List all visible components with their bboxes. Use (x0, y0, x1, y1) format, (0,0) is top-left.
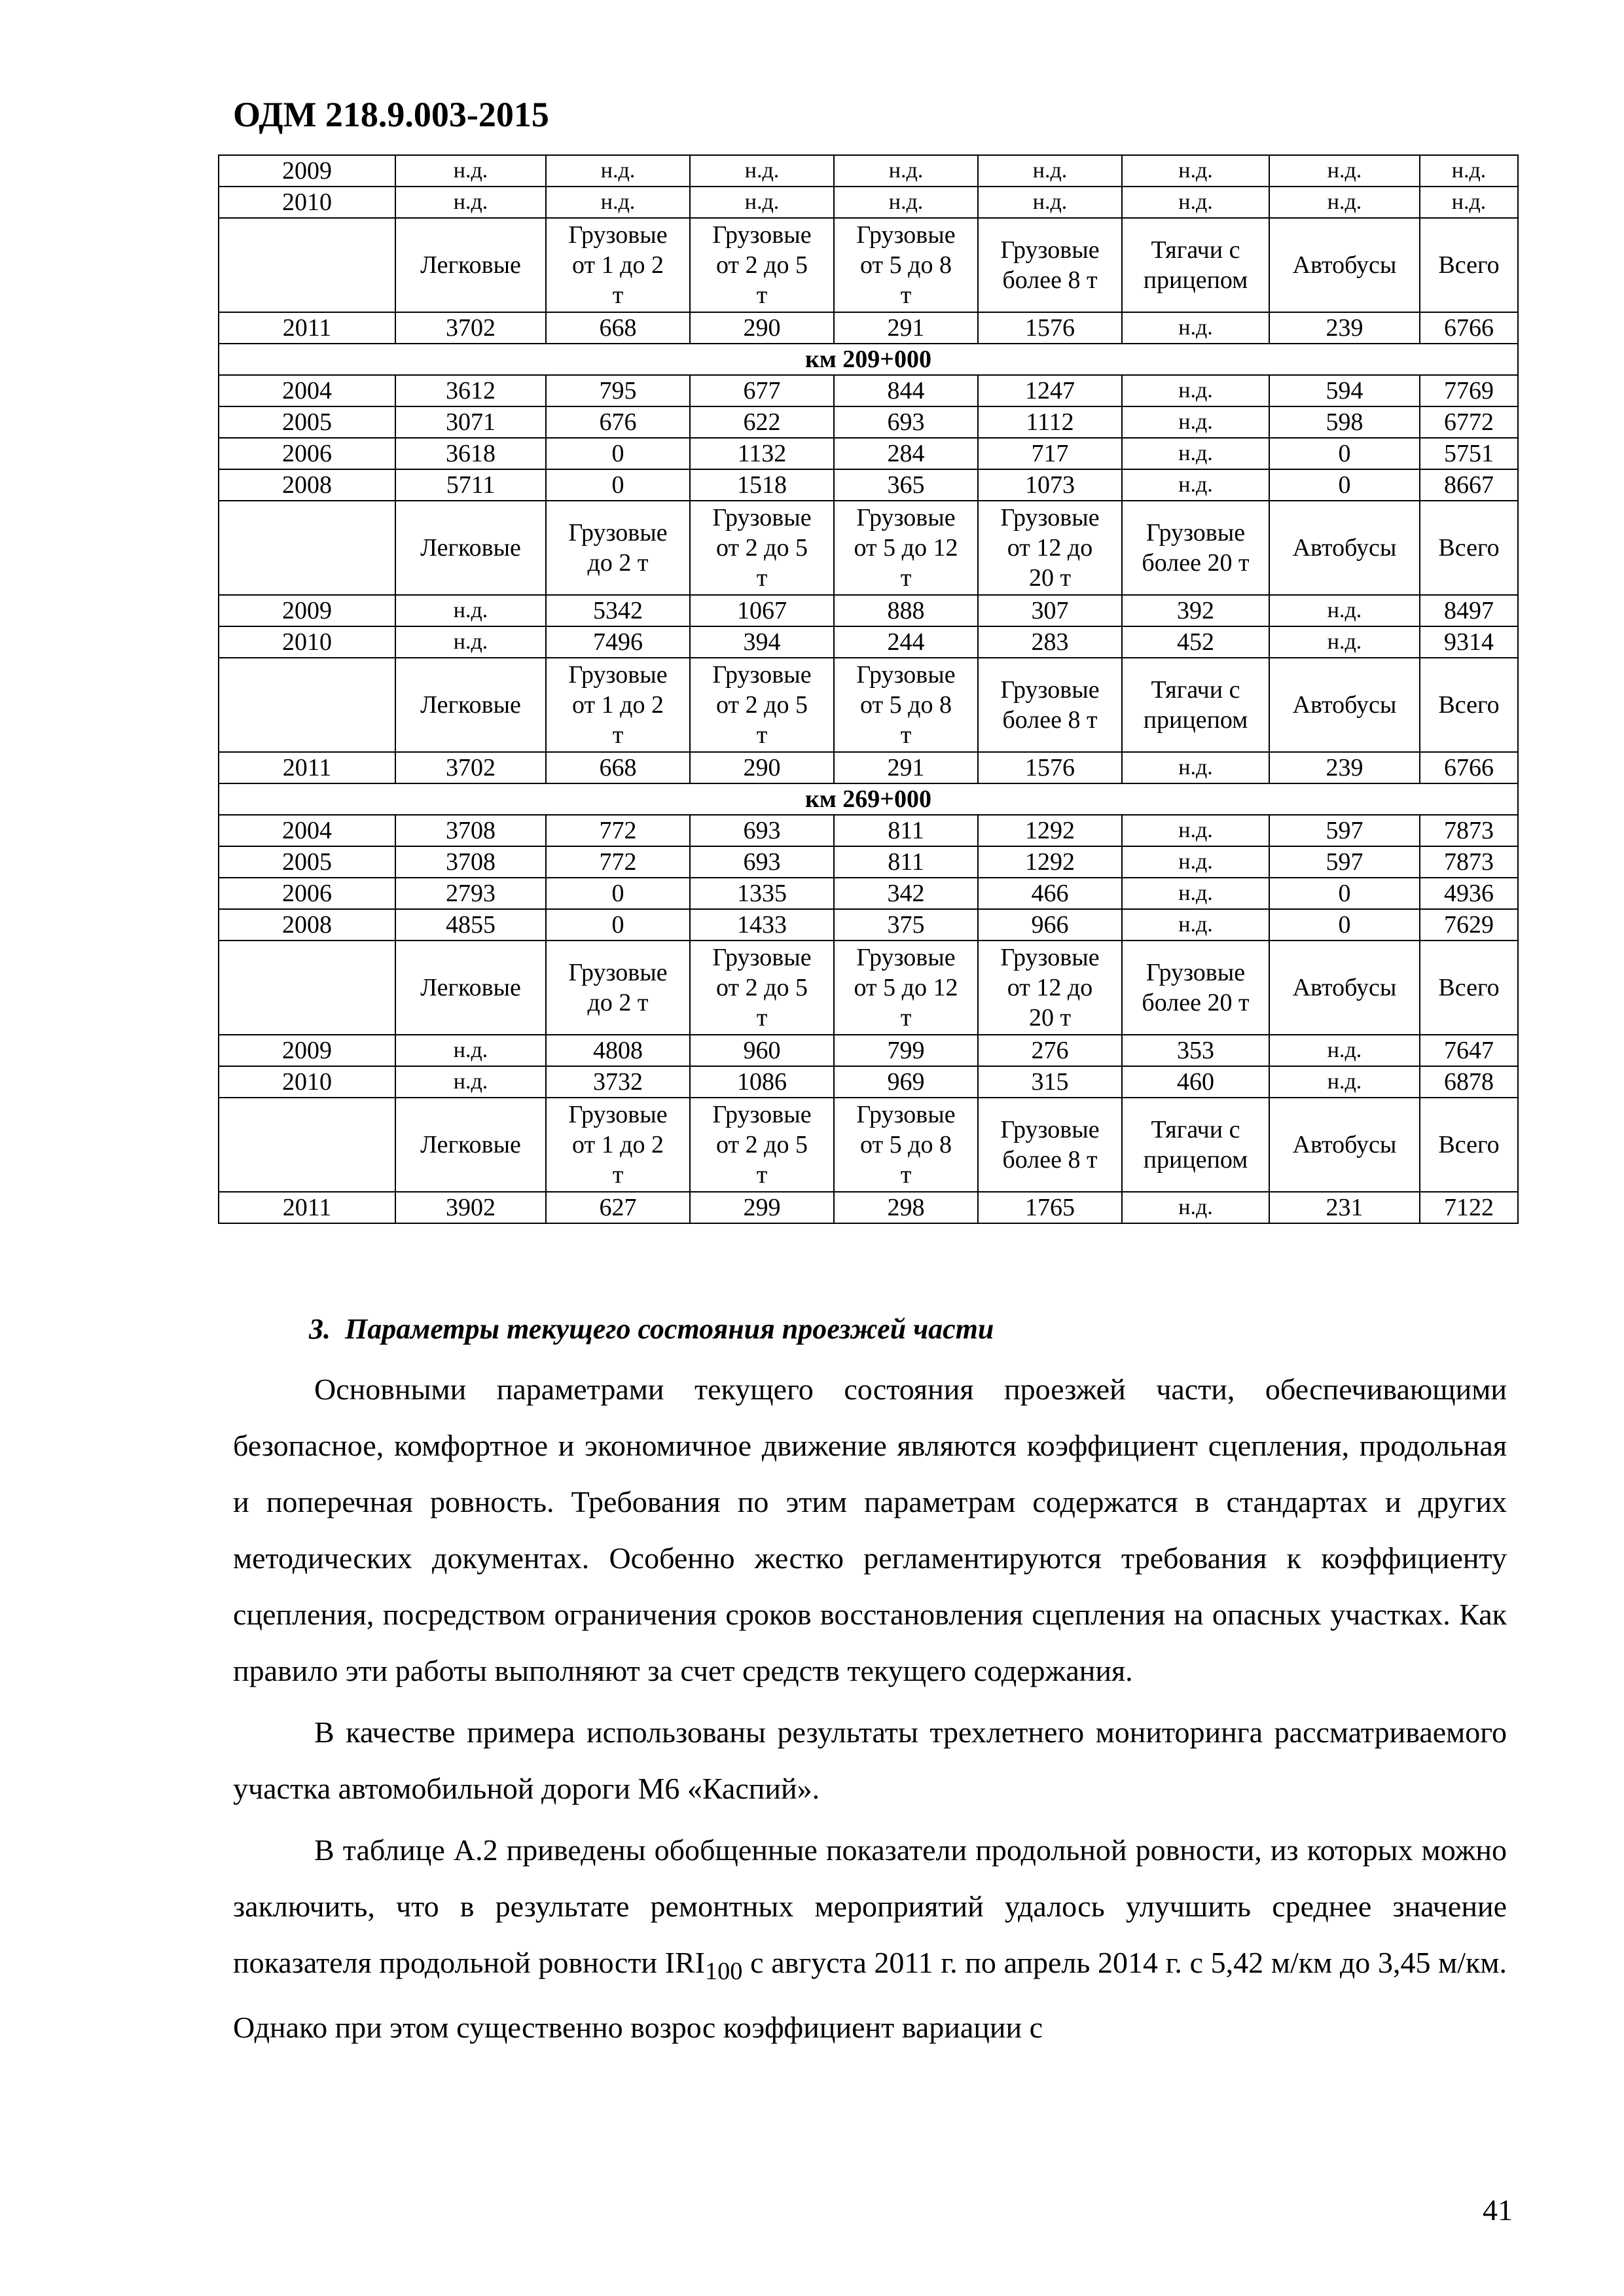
table-cell: 7122 (1420, 1192, 1518, 1223)
category-header-cell: Грузовые более 20 т (1122, 941, 1269, 1035)
category-header-cell: Грузовые от 1 до 2 т (546, 1098, 690, 1192)
table-cell: н.д. (1122, 878, 1269, 909)
table-row (219, 155, 1518, 187)
table-cell: 6766 (1420, 752, 1518, 783)
year-cell: 2004 (219, 815, 395, 846)
table-cell: н.д. (395, 595, 546, 626)
year-cell (219, 218, 395, 312)
table-cell: н.д. (546, 155, 690, 187)
category-header-cell: Грузовые от 5 до 8 т (834, 658, 978, 752)
table-cell: н.д. (1122, 375, 1269, 406)
table-cell: 307 (978, 595, 1122, 626)
category-header-cell: Грузовые от 2 до 5 т (690, 218, 834, 312)
table-cell: 1518 (690, 469, 834, 501)
table-cell: н.д. (1122, 909, 1269, 941)
table-cell: н.д. (978, 187, 1122, 218)
table-cell: н.д. (1122, 438, 1269, 469)
table-cell: 627 (546, 1192, 690, 1223)
category-header-row (219, 1098, 1518, 1192)
traffic-table-body (219, 155, 1518, 1223)
category-header-cell: Тягачи с прицепом (1122, 658, 1269, 752)
table-cell: н.д. (978, 155, 1122, 187)
paragraph-text: В таблице А.2 приведены обобщенные показатели продольной ровности, из которых можно заключить, что в результате ремонтных мероприятий удалось улучшить среднее значение показателя продольной ровности IRI (233, 1833, 1507, 1979)
table-cell: 0 (546, 438, 690, 469)
table-cell: 677 (690, 375, 834, 406)
table-cell: 7629 (1420, 909, 1518, 941)
table-cell: н.д. (1269, 626, 1420, 658)
year-cell: 2011 (219, 312, 395, 344)
table-cell: 7769 (1420, 375, 1518, 406)
table-cell: н.д. (1269, 1035, 1420, 1066)
table-cell: н.д. (690, 187, 834, 218)
category-header-cell: Автобусы (1269, 501, 1420, 595)
table-cell: н.д. (1122, 312, 1269, 344)
table-cell: 3071 (395, 406, 546, 438)
category-header-cell: Грузовые более 8 т (978, 658, 1122, 752)
table-cell: 244 (834, 626, 978, 658)
table-cell: 1765 (978, 1192, 1122, 1223)
paragraph: Основными параметрами текущего состояния проезжей части, обеспечивающими безопасное, комфортное и экономичное движение являются коэффициент сцепления, продольная и поперечная ровность. Требования по этим параметрам содержатся в стандартах и других методических документах. Особенно жестко регламентируются требования к коэффициенту сцепления, посредством ограничения сроков восстановления сцепления на опасных участках. Как правило эти работы выполняют за счет средств текущего содержания. (233, 1372, 1507, 1687)
year-cell (219, 501, 395, 595)
table-cell: 693 (834, 406, 978, 438)
table-cell: н.д. (1269, 155, 1420, 187)
category-header-cell: Грузовые более 8 т (978, 1098, 1122, 1192)
category-header-cell: Грузовые от 5 до 12 т (834, 941, 978, 1035)
category-header-cell: Грузовые более 20 т (1122, 501, 1269, 595)
table-cell: н.д. (1122, 187, 1269, 218)
category-header-cell: Грузовые от 5 до 8 т (834, 1098, 978, 1192)
category-header-cell: Тягачи с прицепом (1122, 218, 1269, 312)
table-cell: 290 (690, 312, 834, 344)
table-cell: 693 (690, 815, 834, 846)
category-header-cell: Легковые (395, 1098, 546, 1192)
table-cell: н.д. (1269, 595, 1420, 626)
year-cell: 2005 (219, 846, 395, 878)
table-row (219, 595, 1518, 626)
category-header-cell: Грузовые от 5 до 12 т (834, 501, 978, 595)
category-header-cell: Всего (1420, 658, 1518, 752)
category-header-cell: Легковые (395, 218, 546, 312)
table-cell: н.д. (1269, 187, 1420, 218)
table-cell: 9314 (1420, 626, 1518, 658)
table-cell: н.д. (834, 155, 978, 187)
year-cell: 2010 (219, 1066, 395, 1098)
table-cell: 8667 (1420, 469, 1518, 501)
year-cell: 2009 (219, 595, 395, 626)
category-header-cell: Грузовые до 2 т (546, 501, 690, 595)
table-cell: 365 (834, 469, 978, 501)
section-heading (309, 1312, 994, 1346)
table-cell: 1576 (978, 312, 1122, 344)
table-cell: 622 (690, 406, 834, 438)
table-cell: 0 (1269, 469, 1420, 501)
table-row (219, 752, 1518, 783)
year-cell: 2011 (219, 1192, 395, 1223)
category-header-cell: Грузовые от 1 до 2 т (546, 658, 690, 752)
table-cell: 284 (834, 438, 978, 469)
paragraph (233, 1822, 1507, 2056)
table-cell: 3708 (395, 846, 546, 878)
table-cell: 466 (978, 878, 1122, 909)
table-cell: 291 (834, 312, 978, 344)
category-header-row (219, 218, 1518, 312)
table-row (219, 469, 1518, 501)
table-cell: 668 (546, 752, 690, 783)
table-cell: н.д. (1420, 155, 1518, 187)
table-cell: н.д. (395, 1066, 546, 1098)
year-cell: 2005 (219, 406, 395, 438)
table-cell: 772 (546, 815, 690, 846)
table-cell: 4855 (395, 909, 546, 941)
table-row (219, 846, 1518, 878)
category-header-cell: Грузовые от 2 до 5 т (690, 501, 834, 595)
table-cell: 960 (690, 1035, 834, 1066)
year-cell (219, 941, 395, 1035)
table-cell: 6772 (1420, 406, 1518, 438)
table-row (219, 375, 1518, 406)
table-cell: 0 (546, 909, 690, 941)
category-header-cell: Грузовые от 2 до 5 т (690, 658, 834, 752)
category-header-cell: Всего (1420, 941, 1518, 1035)
table-cell: 597 (1269, 846, 1420, 878)
table-cell: 283 (978, 626, 1122, 658)
table-cell: 298 (834, 1192, 978, 1223)
table-cell: 676 (546, 406, 690, 438)
category-header-cell: Всего (1420, 501, 1518, 595)
table-cell: 0 (546, 469, 690, 501)
category-header-cell: Всего (1420, 218, 1518, 312)
table-cell: н.д. (1420, 187, 1518, 218)
table-cell: 7873 (1420, 815, 1518, 846)
table-cell: 811 (834, 846, 978, 878)
category-header-cell: Автобусы (1269, 218, 1420, 312)
table-cell: н.д. (1122, 469, 1269, 501)
table-cell: 0 (1269, 878, 1420, 909)
traffic-table (218, 154, 1519, 1224)
table-cell: 795 (546, 375, 690, 406)
table-cell: 772 (546, 846, 690, 878)
table-cell: н.д. (1122, 846, 1269, 878)
table-cell: н.д. (1269, 1066, 1420, 1098)
table-cell: н.д. (1122, 406, 1269, 438)
table-cell: 1576 (978, 752, 1122, 783)
table-cell: 969 (834, 1066, 978, 1098)
table-cell: н.д. (395, 1035, 546, 1066)
table-cell: н.д. (1122, 1192, 1269, 1223)
category-header-cell: Автобусы (1269, 941, 1420, 1035)
table-cell: 299 (690, 1192, 834, 1223)
category-header-cell: Грузовые от 2 до 5 т (690, 941, 834, 1035)
year-cell: 2008 (219, 909, 395, 941)
table-cell: 3702 (395, 752, 546, 783)
table-cell: 2793 (395, 878, 546, 909)
table-cell: н.д. (1122, 752, 1269, 783)
table-cell: 0 (546, 878, 690, 909)
table-cell: н.д. (546, 187, 690, 218)
table-cell: 3732 (546, 1066, 690, 1098)
table-cell: 239 (1269, 752, 1420, 783)
table-cell: 1112 (978, 406, 1122, 438)
table-cell: 1292 (978, 846, 1122, 878)
category-header-cell: Автобусы (1269, 658, 1420, 752)
table-cell: 460 (1122, 1066, 1269, 1098)
table-row (219, 815, 1518, 846)
table-cell: 452 (1122, 626, 1269, 658)
table-cell: 799 (834, 1035, 978, 1066)
table-cell: 597 (1269, 815, 1420, 846)
category-header-cell: Грузовые более 8 т (978, 218, 1122, 312)
table-row (219, 187, 1518, 218)
table-cell: 668 (546, 312, 690, 344)
year-cell: 2006 (219, 438, 395, 469)
category-header-cell: Легковые (395, 501, 546, 595)
document-code: ОДМ 218.9.003-2015 (233, 95, 549, 134)
table-cell: 3902 (395, 1192, 546, 1223)
table-cell: н.д. (395, 155, 546, 187)
table-cell: н.д. (1122, 155, 1269, 187)
table-cell: 7647 (1420, 1035, 1518, 1066)
category-header-cell: Грузовые от 12 до 20 т (978, 501, 1122, 595)
year-cell: 2009 (219, 155, 395, 187)
section-title: Параметры текущего состояния проезжей части (345, 1313, 994, 1345)
table-cell: 5342 (546, 595, 690, 626)
paragraph: В качестве примера использованы результаты трехлетнего мониторинга рассматриваемого участка автомобильной дороги М6 «Каспий». (233, 1715, 1507, 1805)
year-cell (219, 658, 395, 752)
table-cell: 598 (1269, 406, 1420, 438)
table-cell: 1067 (690, 595, 834, 626)
year-cell: 2010 (219, 187, 395, 218)
table-cell: 888 (834, 595, 978, 626)
table-cell: 392 (1122, 595, 1269, 626)
table-cell: 3702 (395, 312, 546, 344)
category-header-cell: Тягачи с прицепом (1122, 1098, 1269, 1192)
year-cell: 2006 (219, 878, 395, 909)
category-header-cell: Грузовые от 12 до 20 т (978, 941, 1122, 1035)
table-cell: 8497 (1420, 595, 1518, 626)
year-cell (219, 1098, 395, 1192)
table-cell: 394 (690, 626, 834, 658)
category-header-cell: Легковые (395, 941, 546, 1035)
table-cell: 0 (1269, 438, 1420, 469)
table-row (219, 909, 1518, 941)
table-cell: н.д. (395, 626, 546, 658)
category-header-cell: Грузовые от 1 до 2 т (546, 218, 690, 312)
year-cell: 2004 (219, 375, 395, 406)
table-row (219, 626, 1518, 658)
table-cell: 811 (834, 815, 978, 846)
year-cell: 2008 (219, 469, 395, 501)
category-header-cell: Легковые (395, 658, 546, 752)
table-cell: 4808 (546, 1035, 690, 1066)
table-cell: 1086 (690, 1066, 834, 1098)
table-cell: н.д. (1122, 815, 1269, 846)
table-row (219, 1192, 1518, 1223)
section-row (219, 344, 1518, 375)
table-cell: 1073 (978, 469, 1122, 501)
category-header-cell: Грузовые от 5 до 8 т (834, 218, 978, 312)
section-label: км 209+000 (219, 344, 1518, 375)
table-cell: 1292 (978, 815, 1122, 846)
category-header-row (219, 941, 1518, 1035)
table-cell: 7873 (1420, 846, 1518, 878)
table-row (219, 878, 1518, 909)
table-cell: 375 (834, 909, 978, 941)
category-header-cell: Автобусы (1269, 1098, 1420, 1192)
table-cell: 693 (690, 846, 834, 878)
body-text (233, 1361, 1507, 2061)
table-row (219, 1035, 1518, 1066)
table-cell: 276 (978, 1035, 1122, 1066)
table-cell: 844 (834, 375, 978, 406)
table-cell: н.д. (395, 187, 546, 218)
table-cell: 966 (978, 909, 1122, 941)
table-row (219, 406, 1518, 438)
page-number: 41 (1483, 2193, 1513, 2227)
table-cell: 6766 (1420, 312, 1518, 344)
section-row (219, 783, 1518, 815)
table-cell: 231 (1269, 1192, 1420, 1223)
year-cell: 2009 (219, 1035, 395, 1066)
table-cell: 1335 (690, 878, 834, 909)
table-cell: 3612 (395, 375, 546, 406)
table-cell: 6878 (1420, 1066, 1518, 1098)
table-row (219, 438, 1518, 469)
table-row (219, 1066, 1518, 1098)
year-cell: 2010 (219, 626, 395, 658)
table-cell: 291 (834, 752, 978, 783)
paragraph-text: с августа 2011 г. по апрель 2014 г. с 5,42 м/км до 3,45 м/км. Однако при этом существенно возрос коэффициент вариации с (233, 1946, 1507, 2045)
category-header-cell: Всего (1420, 1098, 1518, 1192)
table-cell: 7496 (546, 626, 690, 658)
table-cell: 3708 (395, 815, 546, 846)
table-cell: 353 (1122, 1035, 1269, 1066)
table-cell: 4936 (1420, 878, 1518, 909)
table-cell: 315 (978, 1066, 1122, 1098)
table-cell: 342 (834, 878, 978, 909)
iri-subscript: 100 (704, 1958, 743, 1986)
table-cell: 0 (1269, 909, 1420, 941)
section-label: км 269+000 (219, 783, 1518, 815)
table-cell: н.д. (834, 187, 978, 218)
section-number: 3. (309, 1313, 331, 1345)
table-cell: 717 (978, 438, 1122, 469)
category-header-row (219, 501, 1518, 595)
category-header-row (219, 658, 1518, 752)
table-cell: 1433 (690, 909, 834, 941)
table-row (219, 312, 1518, 344)
table-cell: 5751 (1420, 438, 1518, 469)
category-header-cell: Грузовые до 2 т (546, 941, 690, 1035)
table-cell: 239 (1269, 312, 1420, 344)
table-cell: 3618 (395, 438, 546, 469)
table-cell: 594 (1269, 375, 1420, 406)
table-cell: 1247 (978, 375, 1122, 406)
table-cell: 5711 (395, 469, 546, 501)
year-cell: 2011 (219, 752, 395, 783)
table-cell: н.д. (690, 155, 834, 187)
table-cell: 290 (690, 752, 834, 783)
category-header-cell: Грузовые от 2 до 5 т (690, 1098, 834, 1192)
table-cell: 1132 (690, 438, 834, 469)
